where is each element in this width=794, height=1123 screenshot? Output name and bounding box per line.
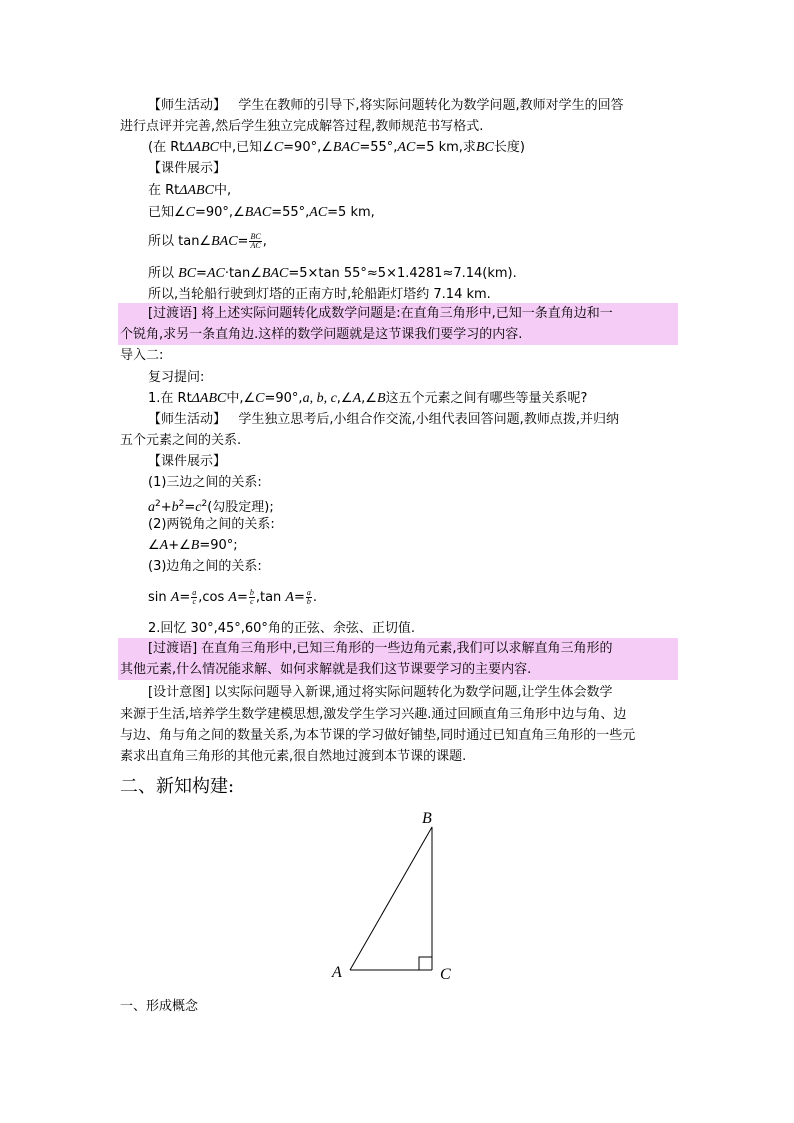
trig-ratios-formula: sin A= $\frac{a}{c}$ ,cos A= $\frac{b}{c}$ ,tan A= $\frac{a}{b}$ . [148,588,318,606]
courseware-line: 所以 BC=AC·tan∠BAC=5×tan 55°≈5×1.4281≈7.14(km). [148,266,517,281]
paragraph-line: 五个元素之间的关系. [120,433,242,448]
paragraph-teacher-student-activity-1 [148,97,624,115]
pythagorean-formula: $a^2+b^2=c^2$(勾股定理); [148,499,274,515]
recall-question: 2.回忆 30°,45°,60°角的正弦、余弦、正切值. [148,621,416,636]
section-heading: 二、新知构建: [120,776,235,797]
review-question: 1.在 RtΔABC中,∠C=90°,a, b, c,∠A,∠B这五个元素之间有哪些等量关系呢? [148,391,588,406]
relation-heading: (3)边角之间的关系: [148,559,262,574]
courseware-line: 所以,当轮船行驶到灯塔的正南方时,轮船距灯塔约 7.14 km. [148,287,491,302]
relation-heading: (1)三边之间的关系: [148,475,262,490]
courseware-tag: 【课件展示】 [148,454,227,469]
design-intent-line: 素求出直角三角形的其他元素,很自然地过渡到本节课的课题. [120,749,467,764]
design-intent-line: 与边、角与角之间的数量关系,为本节课的学习做好铺垫,同时通过已知直角三角形的一些元 [120,728,636,743]
vertex-label-a: A [332,964,342,981]
design-intent-line: [设计意图] 以实际问题导入新课,通过将实际问题转化为数学问题,让学生体会数学 [148,685,613,700]
fraction: $\frac{b}{c}$ [249,588,254,606]
courseware-line: 已知∠C=90°,∠BAC=55°,AC=5 km, [148,205,375,220]
transition-line: [过渡语] 在直角三角形中,已知三角形的一些边角元素,我们可以求解直角三角形的 [148,641,613,656]
text: 学生在教师的引导下,将实际问题转化为数学问题,教师对学生的回答 [238,98,624,113]
transition-line: [过渡语] 将上述实际问题转化成数学问题是:在直角三角形中,已知一条直角边和一 [148,306,613,321]
review-label: 复习提问: [148,370,205,385]
tan-formula-line: 所以 tan∠BAC= $\frac{BC}{AC}$ , [148,232,267,250]
fraction: $\frac{BC}{AC}$ [250,232,261,250]
given-statement: (在 RtΔABC中,已知∠C=90°,∠BAC=55°,AC=5 km,求BC长度) [148,140,525,155]
paragraph-teacher-student-activity-2: 【师生活动】 学生独立思考后,小组合作交流,小组代表回答问题,教师点拨,并归纳 [148,412,619,427]
fraction: $\frac{a}{b}$ [306,588,311,606]
transition-line: 个锐角,求另一条直角边.这样的数学问题就是这节课我们要学习的内容. [120,327,523,342]
relation-heading: (2)两锐角之间的关系: [148,517,275,532]
vertex-label-b: B [422,810,432,827]
angle-sum-formula: ∠A+∠B=90°; [148,538,238,553]
activity-tag: 【师生活动】 [148,98,227,113]
hypotenuse-ab [350,827,432,970]
subsection-heading: 一、形成概念 [120,999,199,1014]
paragraph-line: 进行点评并完善,然后学生独立完成解答过程,教师规范书写格式. [120,119,484,134]
courseware-line: 在 RtΔABC中, [148,183,232,198]
transition-line: 其他元素,什么情况能求解、如何求解就是我们这节课要学习的主要内容. [120,662,532,677]
courseware-tag: 【课件展示】 [148,161,227,176]
right-angle-marker [419,957,432,970]
intro-two-title: 导入二: [120,348,164,363]
right-triangle-figure [320,805,470,985]
vertex-label-c: C [440,966,451,983]
design-intent-line: 来源于生活,培养学生数学建模思想,激发学生学习兴趣.通过回顾直角三角形中边与角、边 [120,707,627,722]
fraction: $\frac{a}{c}$ [192,588,197,606]
